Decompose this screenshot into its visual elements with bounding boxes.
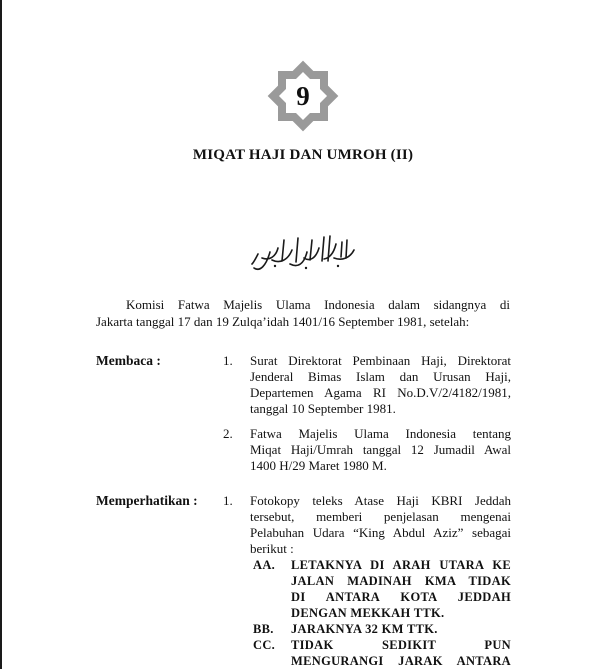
memperhatikan-item-1: [250, 493, 511, 557]
telex-line: DI ANTARA KOTA JEDDAH: [291, 590, 511, 604]
intro-line: Jakarta tanggal 17 dan 19 Zulqa’idah 1401/16 September 1981, setelah:: [96, 314, 470, 329]
telex-code-aa: AA.: [253, 558, 276, 572]
telex-text-aa: [291, 557, 511, 621]
chapter-number: 9: [296, 80, 310, 111]
item-line: Jenderal Bimas Islam dan Urusan Haji,: [250, 369, 511, 384]
item-line: tersebut, memberi penjelasan mengenai: [250, 509, 511, 524]
membaca-label: Membaca :: [96, 353, 161, 368]
telex-code-cc: CC.: [253, 638, 276, 652]
page-left-border: [0, 0, 2, 669]
item-line: Pelabuhan Udara “King Abdul Aziz” sebagai: [250, 525, 511, 540]
item-line: Departemen Agama RI No.D.V/2/4182/1981,: [250, 385, 511, 400]
item-line: Miqat Haji/Umrah tanggal 12 Jumadil Awal: [250, 442, 511, 457]
telex-text-bb: [291, 621, 511, 637]
membaca-item-number: 2.: [223, 426, 233, 441]
membaca-item-number: 1.: [223, 353, 233, 368]
telex-line: LETAKNYA DI ARAH UTARA KE: [291, 558, 511, 572]
telex-text-cc: [291, 637, 511, 669]
item-line: berikut :: [250, 541, 294, 556]
intro-paragraph: [96, 296, 510, 330]
memperhatikan-item-number: 1.: [223, 493, 233, 508]
telex-line: DENGAN MEKKAH TTK.: [291, 606, 445, 620]
telex-line: MENGURANGI JARAK ANTARA: [291, 654, 511, 668]
telex-line: TIDAK SEDIKIT PUN: [291, 638, 511, 652]
chapter-badge: [265, 58, 341, 134]
item-line: tanggal 10 September 1981.: [250, 401, 396, 416]
item-line: Fotokopy teleks Atase Haji KBRI Jeddah: [250, 493, 511, 508]
item-line: Surat Direktorat Pembinaan Haji, Direktorat: [250, 353, 511, 368]
membaca-item-1: [250, 353, 511, 417]
item-line: Fatwa Majelis Ulama Indonesia tentang: [250, 426, 511, 441]
memperhatikan-label: Memperhatikan :: [96, 493, 198, 508]
telex-line: JARAKNYA 32 KM TTK.: [291, 622, 438, 636]
basmalah-calligraphy: [250, 228, 360, 278]
chapter-title: MIQAT HAJI DAN UMROH (II): [192, 147, 414, 163]
intro-line: Komisi Fatwa Majelis Ulama Indonesia dalam sidangnya di: [126, 297, 510, 312]
item-line: 1400 H/29 Maret 1980 M.: [250, 458, 387, 473]
telex-line: JALAN MADINAH KMA TIDAK: [291, 574, 511, 588]
telex-code-bb: BB.: [253, 622, 274, 636]
membaca-item-2: [250, 426, 511, 474]
